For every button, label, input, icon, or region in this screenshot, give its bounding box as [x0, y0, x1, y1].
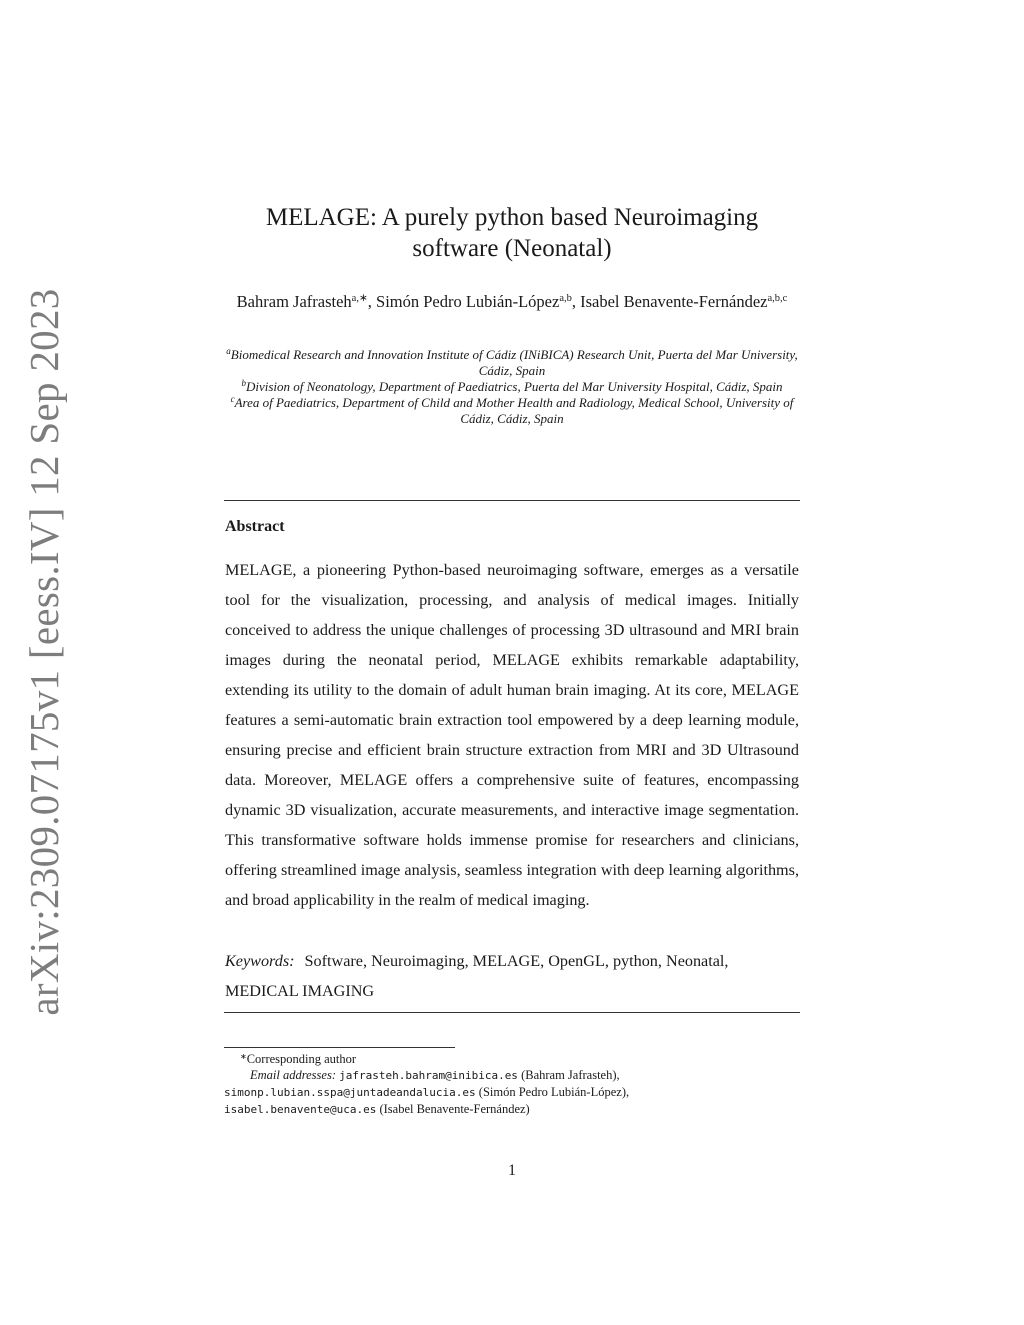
arxiv-identifier-stamp: arXiv:2309.07175v1 [eess.IV] 12 Sep 2023 [21, 288, 67, 1016]
email-link[interactable]: jafrasteh.bahram@inibica.es [339, 1069, 518, 1082]
abstract-bottom-rule [224, 1012, 800, 1013]
page-number: 1 [508, 1162, 516, 1179]
author-affiliation-marker: a,b,c [767, 293, 788, 304]
affiliation-b: $^b$Division of Neonatology, Department of Paediatrics, Puerta del Mar University Hospital, Cádiz, Spain [241, 378, 783, 394]
author-list: Bahram Jafrasteh$^{a,∗}$, Simón Pedro Lubián-López$^{a,b}$, Isabel Benavente-Fernández$^{a,b,c}$ [236, 292, 788, 311]
keywords-block [225, 946, 799, 1006]
title-line-1: MELAGE: A purely python based Neuroimaging [265, 204, 759, 231]
keywords-label: Keywords: [225, 952, 295, 970]
author-name: Isabel Benavente-Fernández [580, 292, 768, 311]
email-link[interactable]: simonp.lubian.sspa@juntadeandalucia.es [224, 1086, 476, 1099]
email-line-2: simonp.lubian.sspa@juntadeandalucia.es (Simón Pedro Lubián-López), [224, 1085, 630, 1099]
author-affiliation-marker: a,b [559, 293, 572, 304]
affiliation-c: $^c$Area of Paediatrics, Department of Child and Mother Health and Radiology, Medical School, University of Cádiz, Cádiz, Spain [230, 394, 794, 426]
email-addresses-label: Email addresses: [250, 1068, 336, 1082]
author-affiliation-marker: a,∗ [351, 293, 368, 304]
abstract-heading: Abstract [225, 518, 285, 535]
footnotes [224, 1051, 804, 1118]
email-line-3: isabel.benavente@uca.es (Isabel Benavente-Fernández) [224, 1102, 530, 1116]
abstract-text: MELAGE, a pioneering Python-based neuroimaging software, emerges as a versatile tool for the visualization, processing, and analysis of medical images. Initially conceived to address the unique challenges of processing 3D ultrasound and MRI brain images during the neonatal period, MELAGE exhibits remarkable adaptability, extending its utility to the domain of adult human brain imaging. At its core, MELAGE features a semi-automatic brain extraction tool empowered by a deep learning module, ensuring precise and efficient brain structure extraction from MRI and 3D Ultrasound data. Moreover, MELAGE offers a comprehensive suite of features, encompassing dynamic 3D visualization, accurate measurements, and interactive image segmentation. This transformative software holds immense promise for researchers and clinicians, offering streamlined image analysis, seamless integration with deep learning algorithms, and broad applicability in the realm of medical imaging. [225, 561, 799, 909]
email-line-1: Email addresses: jafrasteh.bahram@inibica.es (Bahram Jafrasteh), [224, 1067, 804, 1084]
footnote-rule [224, 1047, 455, 1048]
paper-title [230, 202, 794, 264]
email-link[interactable]: isabel.benavente@uca.es [224, 1103, 377, 1116]
keywords-text: Software, Neuroimaging, MELAGE, OpenGL, python, Neonatal, MEDICAL IMAGING [225, 952, 729, 1000]
corresponding-author-note: ∗Corresponding author [240, 1052, 357, 1066]
author-name: Bahram Jafrasteh [236, 292, 352, 311]
abstract-top-rule [224, 500, 800, 501]
affiliation-a: $^a$Biomedical Research and Innovation Institute of Cádiz (INiBICA) Research Unit, Puerta del Mar University, Cádiz, Spain [226, 346, 798, 378]
affiliation-list [224, 347, 800, 427]
author-name: Simón Pedro Lubián-López [376, 292, 560, 311]
title-line-2: software (Neonatal) [412, 235, 612, 262]
